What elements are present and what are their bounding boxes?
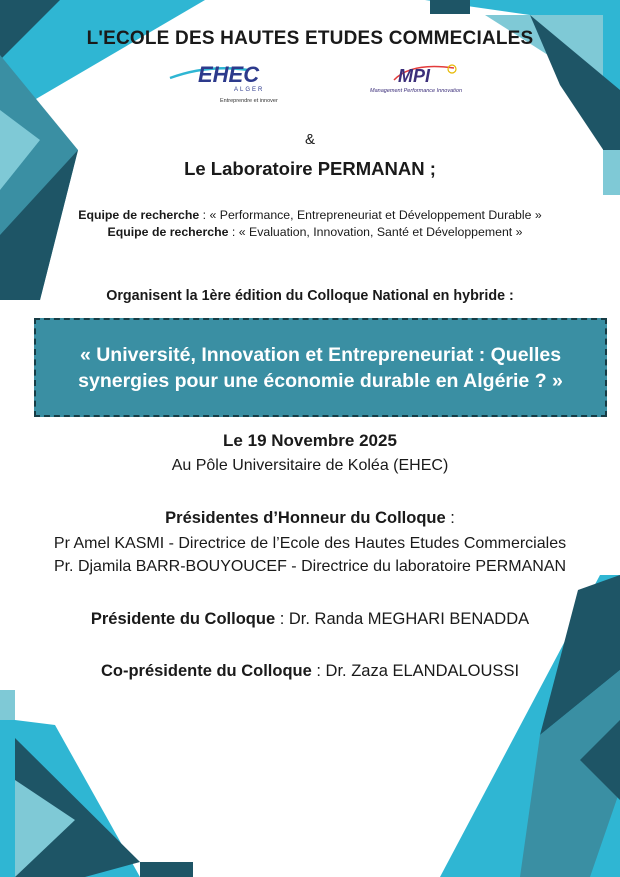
honour-heading-suffix: : <box>445 509 455 527</box>
team-name: : « Evaluation, Innovation, Santé et Développement » <box>228 225 523 239</box>
president-label: Présidente du Colloque <box>90 610 276 628</box>
mpi-logo <box>366 60 486 100</box>
copresident-name: : Dr. Zaza ELANDALOUSSI <box>311 662 520 680</box>
research-team-1 <box>0 208 620 222</box>
theme-line: « Université, Innovation et Entrepreneuriat : Quelles <box>79 343 562 366</box>
ehec-sub: ALGER <box>234 87 265 93</box>
event-venue: Au Pôle Universitaire de Koléa (EHEC) <box>171 457 449 474</box>
school-title: L'ECOLE DES HAUTES ETUDES COMMECIALES <box>86 28 534 49</box>
research-team-2 <box>0 225 620 239</box>
team-name: : « Performance, Entrepreneuriat et Développement Durable » <box>199 208 542 222</box>
copresident-label: Co-présidente du Colloque <box>100 662 312 680</box>
event-date: Le 19 Novembre 2025 <box>223 431 397 450</box>
copresident <box>0 662 620 681</box>
ehec-logo <box>168 58 298 108</box>
president-name: : Dr. Randa MEGHARI BENADDA <box>275 610 530 628</box>
honour-heading <box>0 509 620 528</box>
honour-member: Pr Amel KASMI - Directrice de l’Ecole des Hautes Etudes Commerciales <box>53 535 567 552</box>
mpi-tagline: Management Performance Innovation <box>370 88 463 94</box>
president <box>0 610 620 629</box>
team-label: Equipe de recherche <box>107 225 229 239</box>
team-label: Equipe de recherche <box>78 208 200 222</box>
ampersand: & <box>304 131 315 148</box>
mpi-wordmark: MPI <box>398 66 431 86</box>
lab-title: Le Laboratoire PERMANAN ; <box>184 158 436 179</box>
theme-line: synergies pour une économie durable en Algérie ? » <box>78 369 563 392</box>
theme-title <box>41 342 601 394</box>
ehec-wordmark: EHEC <box>198 62 260 87</box>
honour-heading-label: Présidentes d’Honneur du Colloque <box>165 509 446 527</box>
announcement: Organisent la 1ère édition du Colloque National en hybride : <box>106 288 514 304</box>
ehec-tagline: Entreprendre et innover <box>220 98 278 104</box>
theme-box <box>34 318 607 417</box>
honour-member: Pr. Djamila BARR-BOUYOUCEF - Directrice du laboratoire PERMANAN <box>53 558 567 575</box>
